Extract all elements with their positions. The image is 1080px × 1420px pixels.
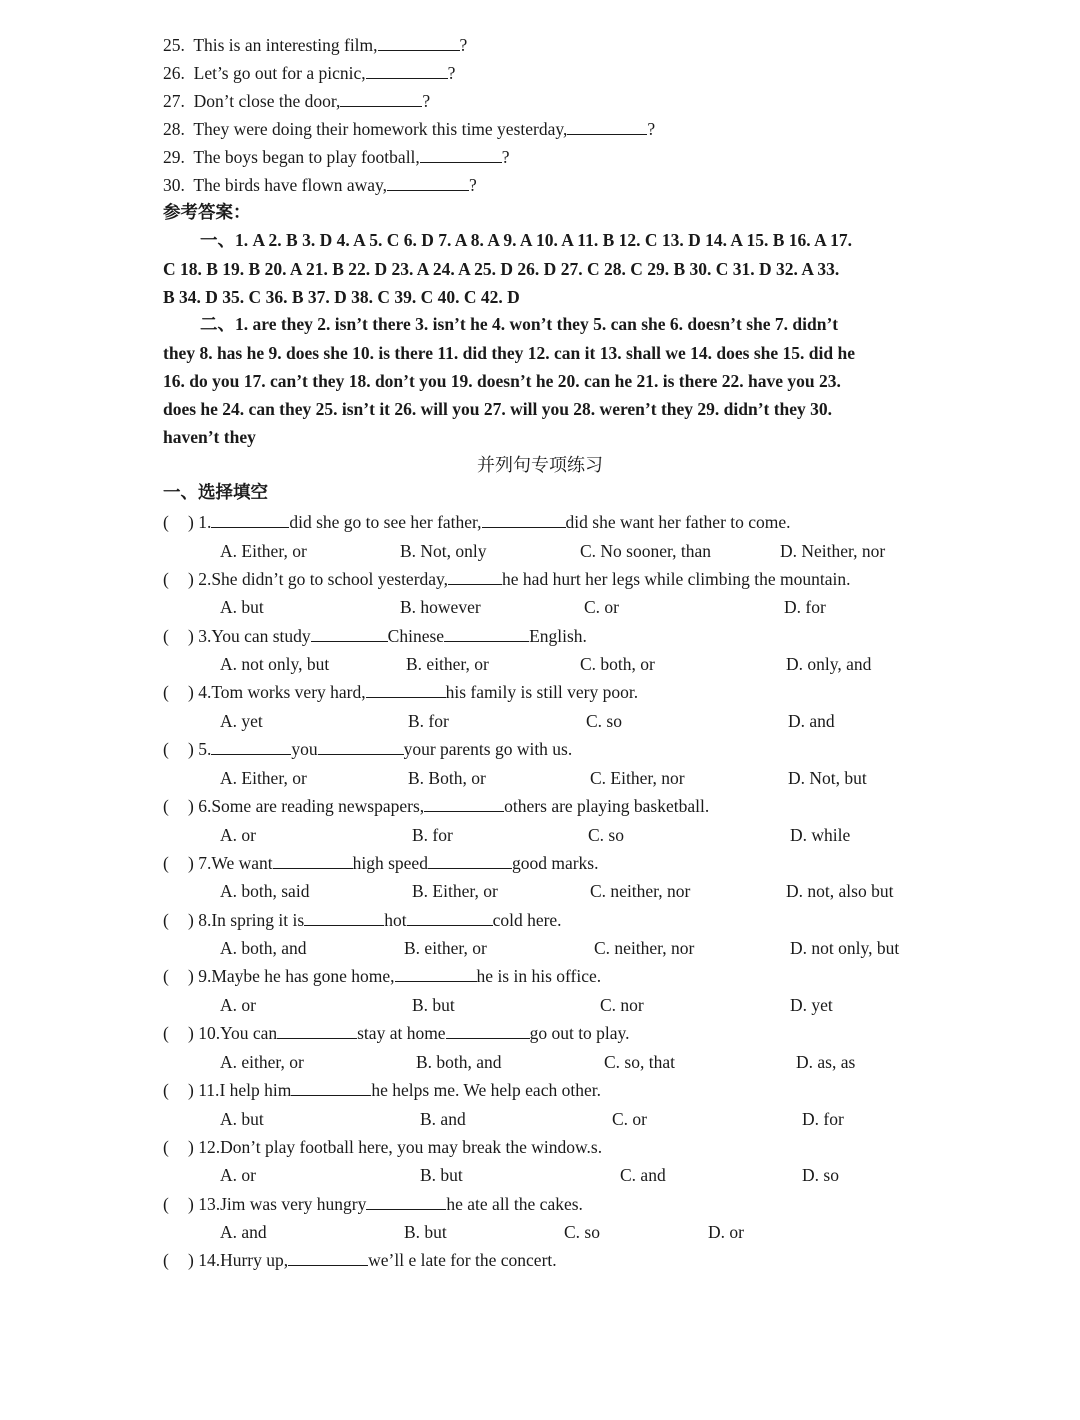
answer-paren-close: ) (188, 682, 199, 703)
question-text: Jim was very hungry (220, 1193, 367, 1214)
answer-option[interactable]: C. so, that (604, 1051, 675, 1072)
answer-line: 一、1. A 2. B 3. D 4. A 5. C 6. D 7. A 8. A 9. A 10. A 11. B 12. C 13. D 14. A 15. B 16. A 17. (200, 230, 852, 250)
answer-paren-close: ) (188, 796, 199, 816)
tag-item: 26. Let’s go out for a picnic, ? (163, 63, 456, 83)
answer-option[interactable]: C. and (620, 1165, 666, 1186)
answer-paren[interactable]: ( (163, 512, 169, 532)
answer-option[interactable]: A. and (220, 1222, 267, 1243)
question-number: 3. (198, 625, 212, 646)
answer-paren-close: ) (188, 966, 199, 987)
answer-option[interactable]: A. or (220, 824, 256, 845)
answer-option[interactable]: B. Both, or (408, 767, 486, 788)
answer-blank[interactable] (448, 569, 502, 585)
question-text: Tom works very hard, (211, 682, 366, 703)
question-text: Maybe he has gone home, (211, 966, 395, 987)
question-row (163, 1193, 583, 1215)
question-text: high speed (352, 852, 428, 873)
answer-paren[interactable]: ( (163, 909, 169, 930)
question-text: hot (384, 909, 407, 930)
answer-option[interactable]: A. or (220, 994, 256, 1015)
question-text: In spring it is (211, 909, 305, 930)
question-text: She didn’t go to school yesterday, (211, 568, 449, 589)
answer-line: they 8. has he 9. does she 10. is there 11. did they 12. can it 13. shall we 14. does she 15. did he (163, 343, 855, 363)
answer-option[interactable]: A. but (220, 1108, 264, 1129)
answer-option[interactable]: B. either, or (404, 938, 487, 959)
answer-option[interactable]: C. so (586, 710, 622, 731)
answer-option[interactable]: D. yet (790, 994, 833, 1015)
answer-option[interactable]: C. neither, nor (590, 881, 691, 902)
answer-option[interactable]: C. neither, nor (594, 938, 695, 959)
answer-line: does he 24. can they 25. isn’t it 26. will you 27. will you 28. weren’t they 29. didn’t they 30. (163, 399, 833, 419)
answer-option[interactable]: C. No sooner, than (580, 540, 712, 561)
answer-option[interactable]: B. however (400, 597, 481, 618)
answer-blank[interactable] (211, 739, 291, 755)
question-number: 7. (198, 852, 212, 873)
question-row (163, 738, 572, 760)
tag-item: 25. This is an interesting film, ? (163, 35, 468, 55)
answer-option[interactable]: D. Neither, nor (780, 540, 886, 561)
tag-item: 28. They were doing their homework this time yesterday, ? (163, 119, 656, 139)
answer-blank[interactable] (318, 739, 404, 755)
answer-option[interactable]: D. as, as (796, 1051, 856, 1072)
tag-item: 27. Don’t close the door, ? (163, 91, 431, 111)
answer-option[interactable]: D. Not, but (788, 767, 867, 788)
answer-paren-close: ) (188, 1193, 199, 1214)
answer-option[interactable]: B. but (420, 1165, 463, 1186)
answer-option[interactable]: A. either, or (220, 1051, 304, 1072)
answer-paren[interactable]: ( (163, 1250, 169, 1271)
answer-blank[interactable] (288, 1250, 368, 1266)
answer-blank[interactable] (366, 682, 446, 698)
answer-option[interactable]: A. both, said (220, 881, 310, 902)
question-row (163, 568, 851, 590)
answer-blank[interactable] (424, 796, 504, 812)
question-number: 8. (198, 909, 212, 930)
answer-option[interactable]: B. Not, only (400, 540, 487, 561)
answer-option[interactable]: B. but (412, 994, 455, 1015)
answer-paren-close: ) (188, 568, 199, 589)
answer-option[interactable]: D. for (802, 1108, 844, 1129)
question-text: We want (211, 852, 273, 873)
question-text: Some are reading newspapers, (211, 796, 425, 816)
answer-option[interactable]: A. but (220, 597, 264, 618)
answer-option[interactable]: D. not only, but (790, 938, 900, 959)
question-row (163, 965, 601, 987)
question-text: English. (529, 625, 587, 646)
question-row (163, 909, 562, 931)
question-text: his family is still very poor. (445, 682, 639, 703)
answer-paren[interactable]: ( (163, 1136, 169, 1157)
question-text: your parents go with us. (403, 739, 573, 760)
question-text: he had hurt her legs while climbing the mountain. (502, 568, 851, 589)
answer-paren-close: ) (188, 1136, 199, 1157)
answer-line: 16. do you 17. can’t they 18. don’t you 19. doesn’t he 20. can he 21. is there 22. have you 23. (163, 371, 841, 391)
question-text: he helps me. We help each other. (371, 1080, 601, 1100)
answer-blank[interactable] (273, 853, 353, 869)
question-text: Hurry up, (220, 1250, 289, 1271)
answer-option[interactable]: C. or (612, 1108, 647, 1129)
question-text: did she go to see her father, (289, 512, 482, 532)
section-title: 并列句专项练习 (477, 455, 603, 475)
answer-option[interactable]: A. yet (220, 710, 263, 731)
question-text: good marks. (511, 852, 599, 873)
question-row (163, 625, 587, 647)
answer-blank[interactable] (387, 175, 469, 191)
answer-blank[interactable] (428, 853, 512, 869)
answer-option[interactable]: D. while (790, 824, 851, 845)
answer-paren[interactable]: ( (163, 966, 169, 987)
answer-option[interactable]: A. both, and (220, 938, 307, 959)
answer-blank[interactable] (567, 119, 647, 135)
answer-paren-close: ) (188, 512, 199, 532)
answer-blank[interactable] (482, 512, 566, 528)
answer-paren[interactable]: ( (163, 796, 169, 816)
question-number: 1. (198, 512, 212, 532)
answer-paren[interactable]: ( (163, 1080, 169, 1100)
answer-option[interactable]: B. Either, or (412, 881, 498, 902)
answer-option[interactable]: D. so (802, 1165, 839, 1186)
answer-paren-close: ) (188, 1250, 199, 1271)
answer-option[interactable]: D. and (788, 710, 835, 731)
answer-paren[interactable]: ( (163, 852, 169, 873)
answer-line: haven’t they (163, 427, 256, 447)
question-row (163, 795, 709, 817)
answer-blank[interactable] (378, 35, 460, 51)
question-number: 13. (198, 1193, 221, 1214)
answer-option[interactable]: B. for (412, 824, 453, 845)
question-text: you (291, 739, 318, 760)
answer-key-heading: 参考答案： (163, 202, 251, 222)
answer-blank[interactable] (366, 63, 448, 79)
answer-paren-close: ) (188, 909, 199, 930)
answer-option[interactable]: D. only, and (786, 654, 872, 675)
question-number: 11. (198, 1080, 220, 1100)
section-heading: 一、选择填空 (163, 482, 268, 502)
question-row (163, 1136, 602, 1158)
answer-option[interactable]: C. nor (600, 994, 644, 1015)
answer-blank[interactable] (277, 1023, 357, 1039)
question-number: 2. (198, 568, 212, 589)
question-number: 4. (198, 682, 212, 703)
answer-option[interactable]: A. Either, or (220, 767, 307, 788)
answer-line: C 18. B 19. B 20. A 21. B 22. D 23. A 24. A 25. D 26. D 27. C 28. C 29. B 30. C 31. D 32. A 33. (163, 259, 840, 279)
answer-option[interactable]: B. and (420, 1108, 466, 1129)
question-row (163, 852, 598, 874)
answer-blank[interactable] (291, 1080, 371, 1096)
answer-paren[interactable]: ( (163, 625, 169, 646)
answer-option[interactable]: A. or (220, 1165, 256, 1186)
question-number: 5. (198, 739, 212, 760)
answer-blank[interactable] (446, 1023, 530, 1039)
question-text: You can study (211, 625, 311, 646)
question-text: Chinese (387, 625, 445, 646)
question-row (163, 1079, 601, 1101)
question-number: 14. (198, 1250, 221, 1271)
question-text: I help him (219, 1080, 292, 1100)
question-number: 10. (198, 1023, 221, 1044)
question-number: 12. (198, 1136, 221, 1157)
answer-option[interactable]: B. either, or (406, 654, 489, 675)
answer-option[interactable]: A. not only, but (220, 654, 330, 675)
question-text: others are playing basketball. (504, 796, 710, 816)
question-text: did she want her father to come. (565, 512, 791, 532)
answer-blank[interactable] (444, 626, 529, 642)
answer-paren[interactable]: ( (163, 1023, 169, 1044)
answer-paren-close: ) (188, 625, 199, 646)
answer-blank[interactable] (311, 626, 388, 642)
answer-option[interactable]: B. but (404, 1222, 447, 1243)
question-row (163, 511, 791, 533)
answer-option[interactable]: C. or (584, 597, 619, 618)
answer-paren-close: ) (188, 1080, 199, 1100)
question-row (163, 1022, 630, 1044)
tag-item: 29. The boys began to play football, ? (163, 147, 510, 167)
answer-paren[interactable]: ( (163, 739, 169, 760)
answer-option[interactable]: C. so (588, 824, 624, 845)
answer-blank[interactable] (366, 1194, 446, 1210)
question-row (163, 1249, 557, 1271)
question-text: he is in his office. (476, 966, 602, 987)
answer-option[interactable]: C. Either, nor (590, 767, 685, 788)
answer-line: 二、1. are they 2. isn’t there 3. isn’t he 4. won’t they 5. can she 6. doesn’t she 7. didn’t (200, 314, 839, 334)
question-row (163, 681, 638, 703)
question-text: he ate all the cakes. (446, 1193, 583, 1214)
question-text: go out to play. (529, 1023, 630, 1044)
tag-item: 30. The birds have flown away, ? (163, 175, 477, 195)
question-number: 9. (198, 966, 212, 987)
answer-option[interactable]: C. both, or (580, 654, 655, 675)
answer-paren-close: ) (188, 852, 199, 873)
answer-blank[interactable] (407, 910, 493, 926)
answer-option[interactable]: D. for (784, 597, 826, 618)
answer-paren-close: ) (188, 1023, 199, 1044)
answer-option[interactable]: D. not, also but (786, 881, 894, 902)
answer-option[interactable]: D. or (708, 1222, 744, 1243)
answer-paren[interactable]: ( (163, 682, 169, 703)
answer-blank[interactable] (395, 966, 477, 982)
answer-option[interactable]: C. so (564, 1222, 600, 1243)
answer-option[interactable]: A. Either, or (220, 540, 307, 561)
answer-paren[interactable]: ( (163, 568, 169, 589)
answer-blank[interactable] (211, 512, 289, 528)
answer-blank[interactable] (420, 147, 502, 163)
answer-option[interactable]: B. both, and (416, 1051, 502, 1072)
answer-paren[interactable]: ( (163, 1193, 169, 1214)
question-text: stay at home (357, 1023, 446, 1044)
answer-paren-close: ) (188, 739, 199, 760)
question-text: we’ll e late for the concert. (368, 1250, 557, 1271)
answer-blank[interactable] (304, 910, 384, 926)
question-text: cold here. (492, 909, 562, 930)
answer-line: B 34. D 35. C 36. B 37. D 38. C 39. C 40. C 42. D (163, 287, 520, 307)
question-text: You can (220, 1023, 278, 1044)
answer-blank[interactable] (340, 91, 422, 107)
question-number: 6. (198, 796, 212, 816)
question-text: Don’t play football here, you may break the window.s. (220, 1136, 603, 1157)
answer-option[interactable]: B. for (408, 710, 449, 731)
